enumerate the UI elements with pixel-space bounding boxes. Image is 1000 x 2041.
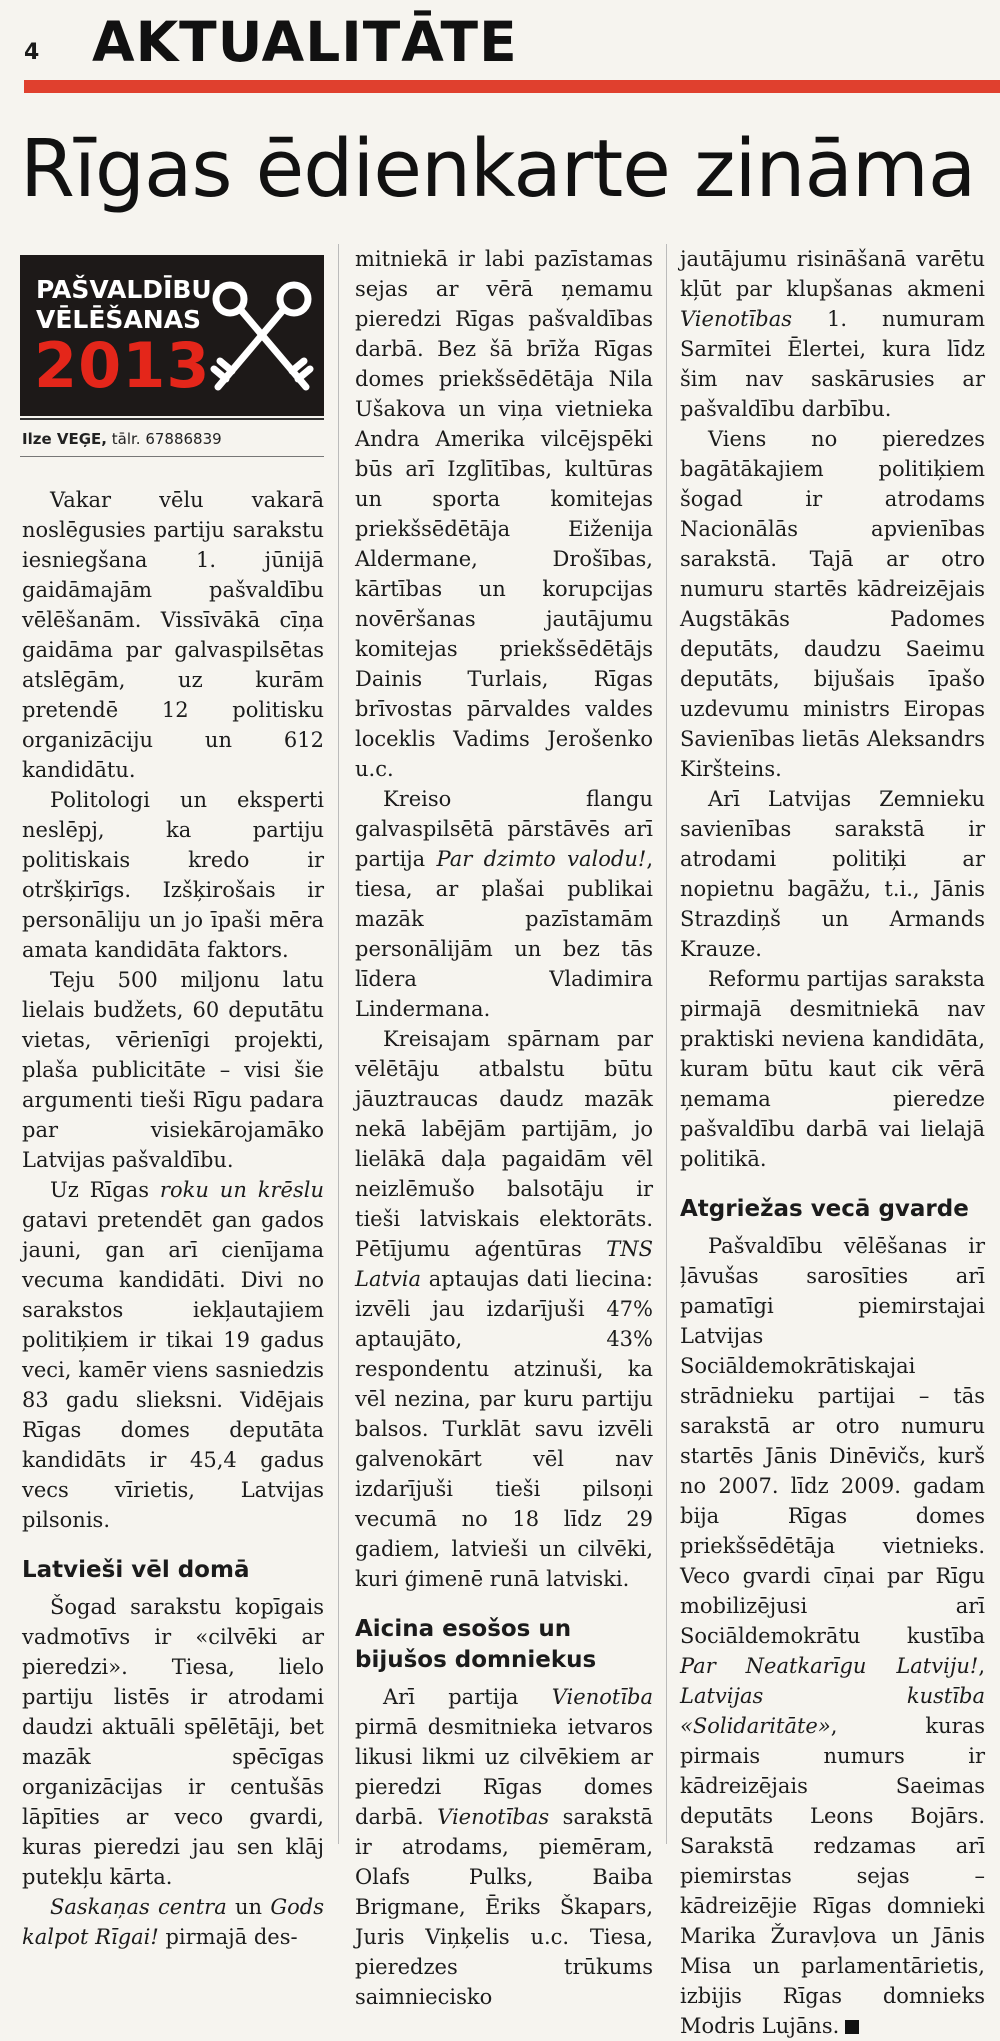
paragraph: Reformu partijas saraksta pirmajā desmitniekā nav praktiski neviena kandidāta, kuram būtu kaut cik vērā ņemama pieredze pašvaldību darbā vai lielajā politikā. [680,967,985,1171]
byline-phone: tālr. 67886839 [111,430,222,448]
end-of-article-mark [845,2020,859,2034]
article-column-3 [680,244,985,2041]
badge-line-1: PAŠVALDĪBU [36,275,212,304]
paragraph: Vakar vēlu vakarā noslēgusies partiju sarakstu iesniegšana 1. jūnijā gaidāmajām pašvaldību vēlēšanām. Vissīvākā cīņa gaidāma par galvaspilsētas atslēgām, uz kurām pretendē 12 politisku organizāciju un 612 kandidātu. [22,488,324,782]
byline-rule-bottom [20,456,324,457]
paragraph: Kreiso flangu galvaspilsētā pārstāvēs arī partija Par dzimto valodu!, tiesa, ar plašai publikai mazāk pazīstamām personālijām un bez tās līdera Vladimira Lindermana. [355,787,653,1021]
paragraph: Viens no pieredzes bagātākajiem politiķiem šogad ir atrodams Nacionālās apvienības sarakstā. Tajā ar otro numuru startēs kādreizējais Augstākās Padomes deputāts, daudzu Saeimu deputāts, bijušais īpašo uzdevumu ministrs Eiropas Savienības lietās Aleksandrs Kiršteins. [680,427,985,781]
article-column-1 [22,485,324,1952]
paragraph: jautājumu risināšanā varētu kļūt par klupšanas akmeni Vienotības 1. numuram Sarmītei Ēlertei, kura līdz šim nav saskārusies ar pašvaldību darbību. [680,247,985,421]
byline-rule [20,418,324,420]
page-number: 4 [24,40,40,65]
paragraph: Uz Rīgas roku un krēslu gatavi pretendēt gan gados jauni, gan arī cienījama vecuma kandidāti. Divi no sarakstos iekļautajiem politiķiem ir tikai 19 gadus veci, kamēr viens sasniedzis 83 gadu slieksni. Vidējais Rīgas domes deputāta kandidāts ir 45,4 gadus vecs vīrietis, Latvijas pilsonis. [22,1178,324,1532]
article-column-2 [355,244,653,2012]
section-rule [24,80,1000,93]
section-title: AKTUALITĀTE [92,10,518,74]
paragraph: Kreisajam spārnam par vēlētāju atbalstu būtu jāuztraucas daudz mazāk nekā labējām partijām, jo lielākā daļa pagaidām vēl neizlēmušo balsotāju ir tieši latviskais elektorāts. Pētījumu aģentūras TNS Latvia aptaujas dati liecina: izvēli jau izdarījuši 47% aptaujāto, 43% respondentu atzinuši, ka vēl nezina, par kuru partiju balsos. Turklāt savu izvēli galvenokārt vēl nav izdarījuši tieši pilsoņi vecumā no 18 līdz 29 gadiem, latvieši un cilvēki, kuri ģimenē runā latviski. [355,1027,653,1591]
column-divider [338,244,339,1844]
paragraph: Šogad sarakstu kopīgais vadmotīvs ir «cilvēki ar pieredzi». Tiesa, lielo partiju listēs ir atrodami daudzi aktuāli spēlētāji, bet mazāk spēcīgas organizācijas ir centušās lāpīties ar veco gvardi, kuras pieredzi jau sen klāj putekļu kārta. [22,1595,324,1889]
paragraph: Politologi un eksperti neslēpj, ka partiju politiskais kredo ir otršķirīgs. Izšķirošais ir personāliju un jo īpaši mēra amata kandidāta faktors. [22,788,324,962]
byline [22,430,222,448]
badge-line-2: VĒLĒŠANAS [36,305,202,334]
subheading: Aicina esošos un bijušos domniekus [355,1616,597,1673]
badge-year: 2013 [34,329,211,402]
byline-author: Ilze VEĢE, [22,430,107,448]
paragraph: Saskaņas centra un Gods kalpot Rīgai! pirmajā des- [22,1895,324,1949]
headline: Rīgas ēdienkarte zināma [20,123,976,215]
crossed-keys-icon [206,275,318,399]
paragraph: Arī partija Vienotība pirmā desmitnieka ietvaros likusi likmi uz cilvēkiem ar pieredzi Rīgas domes darbā. Vienotības sarakstā ir atrodams, piemēram, Olafs Pulks, Baiba Brigmane, Ēriks Škapars, Juris Viņķelis u.c. Tiesa, pieredzes trūkums saimniecisko [355,1685,653,2009]
paragraph: Teju 500 miljonu latu lielais budžets, 60 deputātu vietas, vērienīgi projekti, plaša publicitāte – visi šie argumenti tieši Rīgu padara par visiekārojamāko Latvijas pašvaldību. [22,968,324,1172]
paragraph: mitniekā ir labi pazīstamas sejas ar vērā ņemamu pieredzi Rīgas pašvaldības darbā. Bez šā brīža Rīgas domes priekšsēdētāja Nila Ušakova un viņa vietnieka Andra Amerika vilcējspēki būs arī Izglītības, kultūras un sporta komitejas priekšsēdētāja Eiženija Aldermane, Drošības, kārtības un korupcijas novēršanas jautājumu komitejas priekšsēdētājs Dainis Turlais, Rīgas brīvostas pārvaldes valdes loceklis Vadims Jerošenko u.c. [355,247,653,781]
column-divider [666,244,667,1844]
subheading: Latvieši vēl domā [22,1557,250,1583]
paragraph: Pašvaldību vēlēšanas ir ļāvušas sarosīties arī pamatīgi piemirstajai Latvijas Sociāldemokrātiskajai strādnieku partijai – tās sarakstā ar otro numuru startēs Jānis Dinēvičs, kurš no 2007. līdz 2009. gadam bija Rīgas domes priekšsēdētāja vietnieks. Veco gvardi cīņai par Rīgu mobilizējusi arī Sociāldemokrātu kustība Par Neatkarīgu Latviju!, Latvijas kustība «Solidaritāte», kuras pirmais numurs ir kādreizējais Saeimas deputāts Leons Bojārs. Sarakstā redzamas arī piemirstas sejas – kādreizējie Rīgas domnieki Marika Žuravļova un Jānis Misa un parlamentārietis, izbijis Rīgas domnieks Modris Lujāns. [680,1234,985,2038]
subheading: Atgriežas vecā gvarde [680,1196,969,1222]
paragraph: Arī Latvijas Zemnieku savienības sarakstā ir atrodami politiķi ar nopietnu bagāžu, t.i., Jānis Strazdiņš un Armands Krauze. [680,787,985,961]
elections-badge [20,255,324,416]
